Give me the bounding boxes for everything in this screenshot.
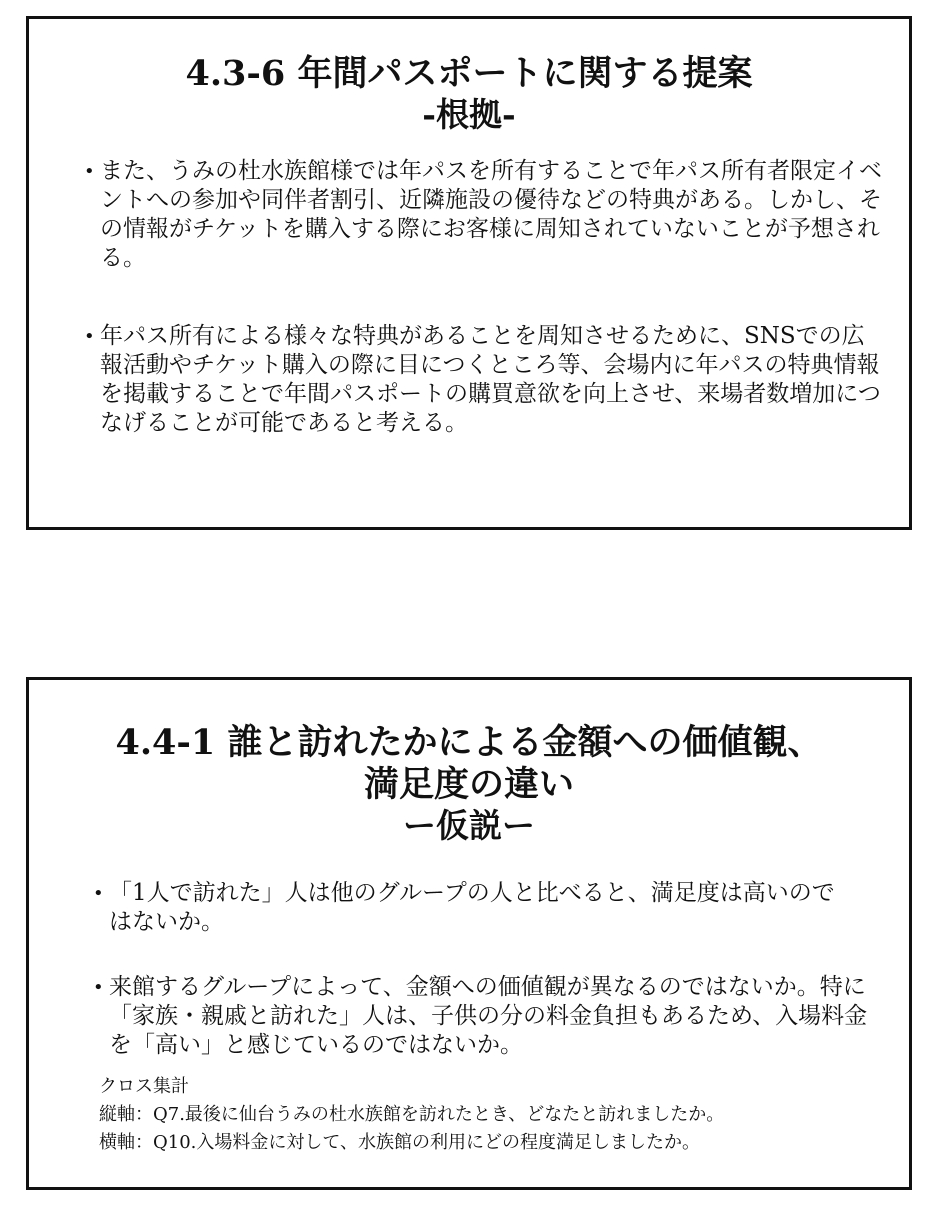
slide-title-line2: 満足度の違い [363,764,574,805]
bullet-item [84,157,884,273]
slide-subtitle: -根拠- [422,95,516,134]
slide-title: 4.3-6 年間パスポートに関する提案 [185,53,753,94]
bullet-item [93,879,853,937]
bullet-icon: • [84,326,95,347]
bullet-icon: • [84,161,95,182]
slide-title [29,722,909,806]
bullet-text: 年パス所有による様々な特典があることを周知させるために、SNSでの広報活動やチケット購入の際に目につくところ等、会場内に年パスの特典情報を掲載することで年間パスポートの購買意欲を向上させ、来場者数増加につなげることが可能であると考える。 [100,323,881,436]
cross-horizontal-axis: 横軸：Q10.入場料金に対して、水族館の利用にどの程度満足しましたか。 [99,1132,701,1153]
bullet-icon: • [93,883,104,904]
slide-subtitle: ー仮説ー [403,806,535,845]
cross-tabulation-note [99,1073,879,1157]
bullet-text: 「1人で訪れた」人は他のグループの人と比べると、満足度は高いのではないか。 [109,880,835,935]
cross-title: クロス集計 [99,1076,189,1097]
cross-vertical-axis: 縦軸：Q7.最後に仙台うみの杜水族館を訪れたとき、どなたと訪れましたか。 [99,1104,725,1125]
bullet-item [93,973,873,1060]
slide-hypothesis [26,677,912,1190]
bullet-item [84,322,884,438]
bullet-text: また、うみの杜水族館様では年パスを所有することで年パス所有者限定イベントへの参加や同伴者割引、近隣施設の優待などの特典がある。しかし、その情報がチケットを購入する際にお客様に周知されていないことが予想される。 [100,158,882,271]
slide-annual-passport-proposal [26,16,912,530]
slide-title-line1: 4.4-1 誰と訪れたかによる金額への価値観、 [115,722,823,763]
bullet-icon: • [93,977,104,998]
bullet-text: 来館するグループによって、金額への価値観が異なるのではないか。特に「家族・親戚と訪れた」人は、子供の分の料金負担もあるため、入場料金を「高い」と感じているのではないか。 [109,974,868,1058]
